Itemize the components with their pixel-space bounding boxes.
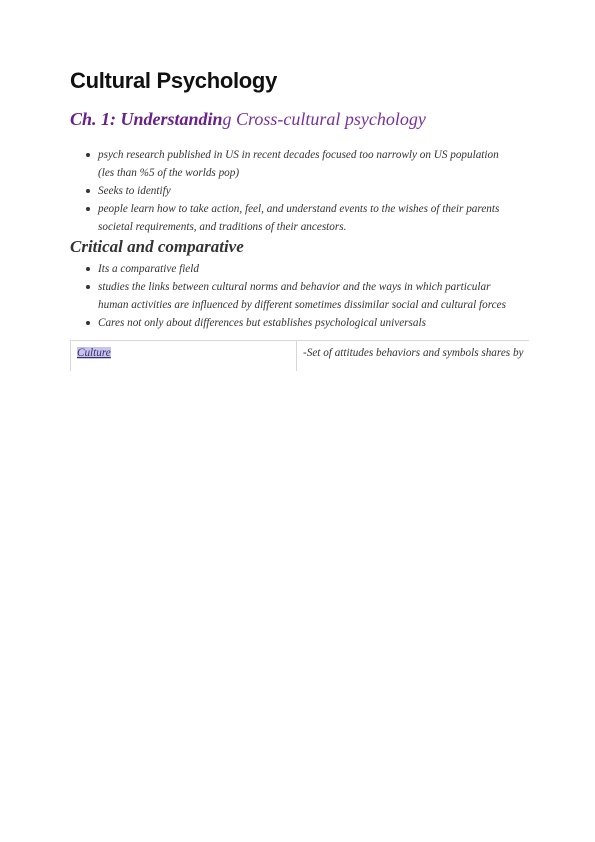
bullet-icon <box>86 267 90 271</box>
bullet-icon <box>86 207 90 211</box>
list-item <box>98 278 530 314</box>
list-item-text: Its a comparative field <box>98 262 199 275</box>
bullet-icon <box>86 189 90 193</box>
list-item <box>98 314 530 332</box>
highlighted-term[interactable]: Culture <box>77 346 111 359</box>
definition-table <box>70 340 529 371</box>
list-item <box>98 146 530 182</box>
list-item-text: people learn how to take action, feel, and understand events to the wishes of their parents <box>98 202 500 215</box>
list-item-text-continued: (les than %5 of the worlds pop) <box>98 166 240 179</box>
bullet-list-critical <box>70 260 530 332</box>
chapter-heading-rest: g Cross-cultural psychology <box>222 109 426 130</box>
list-item-text: studies the links between cultural norms and behavior and the ways in which particular <box>98 280 491 293</box>
section-heading: Critical and comparative <box>70 236 244 256</box>
chapter-heading <box>70 108 530 131</box>
page-title: Cultural Psychology <box>70 68 278 93</box>
list-item-text: Seeks to identify <box>98 184 171 197</box>
list-item <box>98 200 530 236</box>
bullet-icon <box>86 153 90 157</box>
bullet-icon <box>86 321 90 325</box>
table-cell-term[interactable] <box>71 341 297 371</box>
list-item-text-continued: human activities are influenced by different sometimes dissimilar social and cultural forces <box>98 298 506 311</box>
bullet-icon <box>86 285 90 289</box>
list-item-text: Cares not only about differences but establishes psychological universals <box>98 316 426 329</box>
list-item <box>98 182 530 200</box>
table-cell-definition[interactable]: -Set of attitudes behaviors and symbols shares by <box>303 346 524 359</box>
list-item <box>98 260 530 278</box>
chapter-heading-bold: Ch. 1: Understandin <box>70 109 223 130</box>
document-page <box>70 68 530 371</box>
list-item-text-continued: societal requirements, and traditions of their ancestors. <box>98 220 347 233</box>
list-item-text: psych research published in US in recent decades focused too narrowly on US population <box>98 148 499 161</box>
bullet-list-intro <box>70 146 530 236</box>
